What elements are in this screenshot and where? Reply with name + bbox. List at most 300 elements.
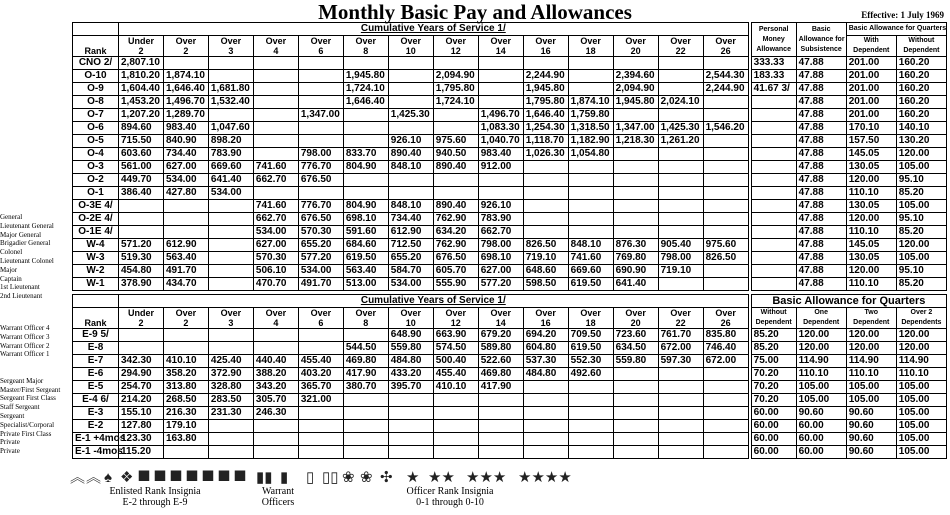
pay-cell: [613, 407, 658, 420]
money-allowance-cell: [751, 161, 796, 174]
money-allowance-cell: [751, 239, 796, 252]
header-line: 18: [585, 46, 596, 56]
header-line: Under: [127, 36, 154, 46]
years-column-header: [703, 308, 748, 329]
pay-cell: 1,261.20: [658, 135, 703, 148]
baq-cell: 105.00: [846, 394, 896, 407]
pay-cell: [523, 446, 568, 459]
pay-cell: [298, 57, 343, 70]
without-dependent-cell: 120.00: [896, 148, 946, 161]
pay-cell: [703, 226, 748, 239]
side-label: Staff Sergeant: [0, 403, 40, 412]
pay-cell: 898.20: [208, 135, 253, 148]
with-dependent-cell: 201.00: [846, 70, 896, 83]
pay-cell: [253, 122, 298, 135]
pay-cell: [253, 109, 298, 122]
pay-cell: [613, 109, 658, 122]
baq-cell: 60.00: [751, 433, 796, 446]
pay-cell: 761.70: [658, 329, 703, 342]
pay-cell: [163, 226, 208, 239]
with-dependent-cell: 110.10: [846, 226, 896, 239]
pay-cell: 1,646.40: [343, 96, 388, 109]
header-line: 3: [228, 46, 234, 56]
pay-cell: [613, 381, 658, 394]
pay-cell: [298, 83, 343, 96]
pay-cell: 127.80: [118, 420, 163, 433]
years-column-header: [253, 36, 298, 57]
header-line: Without: [760, 309, 787, 316]
header-line: 18: [585, 318, 596, 328]
pay-cell: 577.20: [478, 278, 523, 291]
rank-cell: E-5: [73, 381, 119, 394]
pay-cell: 570.30: [253, 252, 298, 265]
pay-cell: 372.90: [208, 368, 253, 381]
pay-cell: 983.40: [163, 122, 208, 135]
pay-cell: 294.90: [118, 368, 163, 381]
pay-cell: [568, 226, 613, 239]
subsistence-cell: 47.88: [796, 174, 846, 187]
header-line: Over: [400, 308, 422, 318]
pay-cell: 926.10: [388, 135, 433, 148]
years-column-header: [523, 36, 568, 57]
baq-cell: 60.00: [796, 420, 846, 433]
pay-cell: [658, 407, 703, 420]
subsistence-cell: 47.88: [796, 226, 846, 239]
pay-cell: 975.60: [703, 239, 748, 252]
header-line: Over: [355, 308, 377, 318]
pay-cell: 769.80: [613, 252, 658, 265]
pay-cell: [658, 161, 703, 174]
money-allowance-cell: [751, 252, 796, 265]
pay-cell: [523, 407, 568, 420]
pay-cell: 1,207.20: [118, 109, 163, 122]
pay-cell: 365.70: [298, 381, 343, 394]
pay-cell: [433, 394, 478, 407]
pay-cell: 1,810.20: [118, 70, 163, 83]
pay-cell: 1,026.30: [523, 148, 568, 161]
pay-cell: [208, 213, 253, 226]
pay-cell: [163, 57, 208, 70]
side-label: General: [0, 213, 23, 221]
pay-cell: 1,604.40: [118, 83, 163, 96]
side-label: Master/First Sergeant: [0, 385, 61, 394]
pay-cell: [388, 407, 433, 420]
pay-cell: [478, 394, 523, 407]
pay-cell: 719.10: [658, 265, 703, 278]
header-line: Over: [535, 36, 556, 46]
pay-cell: 798.00: [658, 252, 703, 265]
money-allowance-cell: [751, 187, 796, 200]
pay-cell: [703, 407, 748, 420]
effective-date: Effective: 1 July 1969: [861, 10, 944, 20]
pay-cell: [208, 109, 253, 122]
pay-cell: [658, 394, 703, 407]
pay-cell: 676.50: [433, 252, 478, 265]
pay-cell: 603.60: [118, 148, 163, 161]
pay-cell: 741.60: [253, 200, 298, 213]
pay-cell: 544.50: [343, 342, 388, 355]
pay-cell: [388, 96, 433, 109]
subsistence-cell: 47.88: [796, 83, 846, 96]
pay-cell: 1,646.40: [523, 109, 568, 122]
baq-header: Basic Allowance for Quarters: [751, 295, 946, 308]
pay-cell: 537.30: [523, 355, 568, 368]
pay-cell: [253, 57, 298, 70]
chevron-icon: ⯀: [202, 469, 215, 486]
baq-cell: 60.00: [751, 446, 796, 459]
pay-cell: [703, 57, 748, 70]
header-line: With: [863, 37, 879, 44]
pay-cell: [613, 200, 658, 213]
pay-cell: 1,425.30: [658, 122, 703, 135]
without-dependent-cell: 95.10: [896, 265, 946, 278]
years-column-header: [613, 36, 658, 57]
baq-cell: 105.00: [846, 381, 896, 394]
header-line: 6: [318, 318, 324, 328]
pay-cell: 254.70: [118, 381, 163, 394]
pay-cell: 584.70: [388, 265, 433, 278]
without-dependent-cell: 85.20: [896, 226, 946, 239]
pay-cell: 1,054.80: [568, 148, 613, 161]
pay-cell: [253, 329, 298, 342]
rank-cell: O-9: [73, 83, 119, 96]
officer-pay-table: [72, 22, 947, 291]
personal-money-header: [751, 23, 796, 57]
pay-cell: 427.80: [163, 187, 208, 200]
rank-insignia-strip: [70, 470, 600, 515]
baq-cell: 90.60: [796, 407, 846, 420]
table-row: [73, 226, 947, 239]
pay-cell: 1,874.10: [568, 96, 613, 109]
pay-cell: [703, 368, 748, 381]
pay-cell: 589.80: [478, 342, 523, 355]
chevron-icon: ⯀: [138, 469, 151, 486]
header-line: 2: [183, 318, 189, 328]
header-line: Over: [580, 308, 601, 318]
pay-cell: 783.90: [208, 148, 253, 161]
table-row: [73, 252, 947, 265]
rank-cell: O-4: [73, 148, 119, 161]
pay-cell: 734.40: [388, 213, 433, 226]
pay-cell: 2,394.60: [613, 70, 658, 83]
pay-cell: 694.20: [523, 329, 568, 342]
pay-cell: 940.50: [433, 148, 478, 161]
header-line: 2: [183, 46, 189, 56]
pay-cell: 804.90: [343, 200, 388, 213]
side-label: Private: [0, 438, 20, 447]
pay-cell: 455.40: [433, 368, 478, 381]
pay-cell: [298, 433, 343, 446]
pay-cell: [613, 226, 658, 239]
pay-cell: [523, 187, 568, 200]
header-line: Over: [220, 36, 242, 46]
subsistence-cell: 47.88: [796, 161, 846, 174]
bar-icon: ▯▯: [322, 469, 339, 486]
pay-cell: 534.00: [298, 265, 343, 278]
header-line: Dependent: [803, 319, 840, 326]
years-column-header: [568, 308, 613, 329]
side-label: Sergeant: [0, 411, 25, 420]
without-dependent-cell: 95.10: [896, 213, 946, 226]
side-label: Sergeant First Class: [0, 394, 56, 403]
baq-cell: 114.90: [796, 355, 846, 368]
pay-cell: 268.50: [163, 394, 208, 407]
pay-cell: [208, 57, 253, 70]
star-icon: ★★★★: [518, 469, 572, 486]
pay-cell: [433, 109, 478, 122]
bar-icon: ▯: [306, 469, 315, 486]
header-line: Over: [715, 36, 736, 46]
pay-cell: 469.80: [478, 368, 523, 381]
pay-cell: 440.40: [253, 355, 298, 368]
chevron-icon: ⯀: [218, 469, 231, 486]
pay-cell: [703, 446, 748, 459]
years-column-header: [118, 308, 163, 329]
pay-cell: 1,681.80: [208, 83, 253, 96]
pay-cell: 597.30: [658, 355, 703, 368]
baq-cell: 105.00: [896, 394, 946, 407]
pay-cell: [703, 174, 748, 187]
header-line: 26: [720, 318, 731, 328]
pay-cell: [478, 187, 523, 200]
header-line: Over: [220, 308, 242, 318]
pay-cell: [208, 278, 253, 291]
pay-cell: [613, 213, 658, 226]
pay-cell: 214.20: [118, 394, 163, 407]
header-line: Allowance for: [798, 35, 845, 43]
header-line: Over: [715, 308, 736, 318]
pay-cell: 712.50: [388, 239, 433, 252]
pay-cell: [298, 446, 343, 459]
pay-cell: [658, 57, 703, 70]
subsistence-cell: 47.88: [796, 265, 846, 278]
pay-cell: 672.00: [703, 355, 748, 368]
pay-cell: [433, 174, 478, 187]
pay-cell: [703, 420, 748, 433]
side-label: Warrant Officer 2: [0, 341, 50, 350]
pay-cell: [433, 446, 478, 459]
pay-cell: [118, 342, 163, 355]
header-line: Dependents: [901, 319, 942, 326]
years-column-header: [208, 308, 253, 329]
pay-cell: [658, 420, 703, 433]
pay-cell: [343, 187, 388, 200]
without-dependent-cell: 160.20: [896, 109, 946, 122]
subsistence-cell: 47.88: [796, 278, 846, 291]
header-line: Dependent: [755, 319, 792, 326]
pay-cell: [433, 122, 478, 135]
baq-cell: 70.20: [751, 381, 796, 394]
pay-cell: 894.60: [118, 122, 163, 135]
caption-line: Enlisted Rank Insignia: [109, 486, 201, 497]
years-column-header: [478, 308, 523, 329]
pay-cell: [613, 368, 658, 381]
table-row: [73, 200, 947, 213]
pay-cell: [298, 135, 343, 148]
pay-cell: [388, 394, 433, 407]
pay-cell: [253, 187, 298, 200]
baq-cell: 120.00: [796, 342, 846, 355]
money-allowance-cell: [751, 96, 796, 109]
pay-cell: 598.50: [523, 278, 568, 291]
enlisted-pay-table: [72, 294, 947, 459]
pay-cell: [568, 420, 613, 433]
pay-cell: 115.20: [118, 446, 163, 459]
years-column-header: [568, 36, 613, 57]
without-dependent-cell: 120.00: [896, 239, 946, 252]
header-line: Over: [625, 308, 646, 318]
pay-cell: [523, 174, 568, 187]
header-line: Over: [580, 36, 601, 46]
pay-cell: 826.50: [523, 239, 568, 252]
pay-cell: [208, 265, 253, 278]
baq-cell: 90.60: [846, 420, 896, 433]
pay-cell: 491.70: [298, 278, 343, 291]
pay-cell: [523, 433, 568, 446]
with-dependent-cell: 145.05: [846, 239, 896, 252]
baq-cell: 105.00: [896, 381, 946, 394]
baq-cell: 114.90: [846, 355, 896, 368]
pay-cell: 571.20: [118, 239, 163, 252]
pay-cell: 358.20: [163, 368, 208, 381]
pay-cell: [433, 433, 478, 446]
without-dependent-cell: 85.20: [896, 187, 946, 200]
side-label: [0, 368, 68, 377]
rank-cell: CNO 2/: [73, 57, 119, 70]
rank-header-spacer: [73, 23, 119, 36]
header-line: Two: [864, 309, 878, 316]
pay-cell: [523, 226, 568, 239]
rank-cell: W-4: [73, 239, 119, 252]
pay-cell: 826.50: [703, 252, 748, 265]
pay-cell: 570.30: [298, 226, 343, 239]
pay-cell: 534.00: [388, 278, 433, 291]
pay-cell: 1,496.70: [478, 109, 523, 122]
rank-cell: E-9 5/: [73, 329, 119, 342]
pay-cell: 417.90: [343, 368, 388, 381]
pay-cell: 1,453.20: [118, 96, 163, 109]
without-dependent-header: [896, 36, 946, 57]
pay-cell: 1,347.00: [298, 109, 343, 122]
pay-cell: [478, 407, 523, 420]
pay-cell: 648.60: [523, 265, 568, 278]
pay-cell: [613, 57, 658, 70]
years-column-header: [208, 36, 253, 57]
baq-cell: 90.60: [846, 407, 896, 420]
pay-cell: [343, 57, 388, 70]
pay-cell: 246.30: [253, 407, 298, 420]
pay-cell: [703, 135, 748, 148]
with-dependent-cell: 145.05: [846, 148, 896, 161]
pay-cell: 848.10: [388, 200, 433, 213]
pay-cell: 1,724.10: [343, 83, 388, 96]
years-column-header: [298, 36, 343, 57]
pay-cell: 669.60: [208, 161, 253, 174]
table-row: [73, 394, 947, 407]
pay-cell: 1,347.00: [613, 122, 658, 135]
pay-cell: [253, 96, 298, 109]
header-line: 16: [540, 46, 551, 56]
pay-cell: [208, 70, 253, 83]
pay-cell: [658, 446, 703, 459]
without-dependent-cell: 95.10: [896, 174, 946, 187]
pay-cell: 417.90: [478, 381, 523, 394]
header-line: 8: [363, 46, 369, 56]
header-line: 3: [228, 318, 234, 328]
pay-cell: 283.50: [208, 394, 253, 407]
pay-cell: [208, 200, 253, 213]
pay-cell: 741.60: [568, 252, 613, 265]
pay-cell: 619.50: [568, 342, 613, 355]
table-row: [73, 174, 947, 187]
pay-cell: [163, 213, 208, 226]
header-line: Over: [265, 308, 287, 318]
pay-cell: 890.40: [433, 161, 478, 174]
side-label: Lieutenant General: [0, 221, 54, 230]
years-column-header: [298, 308, 343, 329]
rank-cell: E-2: [73, 420, 119, 433]
bar-icon: ▮: [280, 469, 289, 486]
pay-cell: 741.60: [253, 161, 298, 174]
pay-cell: 798.00: [298, 148, 343, 161]
table-row: [73, 355, 947, 368]
oak-leaf-icon: ❀: [342, 469, 355, 486]
header-line: Dependent: [903, 47, 940, 54]
oak-leaf-icon: ❀: [360, 469, 373, 486]
pay-cell: [613, 187, 658, 200]
table-row: [73, 148, 947, 161]
pay-cell: 684.60: [343, 239, 388, 252]
subsistence-cell: 47.88: [796, 252, 846, 265]
years-column-header: [163, 308, 208, 329]
subsistence-cell: 47.88: [796, 109, 846, 122]
baq-cell: 110.10: [846, 368, 896, 381]
header-line: Over: [400, 36, 422, 46]
baq-cell: 120.00: [896, 329, 946, 342]
without-dependent-cell: 140.10: [896, 122, 946, 135]
pay-cell: 662.70: [253, 213, 298, 226]
side-label: Major: [0, 265, 18, 274]
pay-cell: [703, 265, 748, 278]
baq-cell: 60.00: [796, 433, 846, 446]
pay-cell: [568, 213, 613, 226]
pay-cell: 848.10: [388, 161, 433, 174]
pay-cell: [613, 161, 658, 174]
baq-cell: 70.20: [751, 368, 796, 381]
pay-cell: 449.70: [118, 174, 163, 187]
pay-cell: 506.10: [253, 265, 298, 278]
pay-cell: 679.20: [478, 329, 523, 342]
pay-cell: 2,807.10: [118, 57, 163, 70]
money-allowance-cell: [751, 122, 796, 135]
chevron-icon: ♠: [104, 469, 112, 486]
pay-cell: [253, 446, 298, 459]
header-line: 20: [630, 318, 641, 328]
table-row: [73, 265, 947, 278]
pay-cell: [703, 96, 748, 109]
pay-cell: [388, 420, 433, 433]
pay-cell: [703, 200, 748, 213]
subsistence-cell: 47.88: [796, 57, 846, 70]
header-line: Over: [625, 36, 646, 46]
baq-cell: 105.00: [896, 407, 946, 420]
side-label: Colonel: [0, 248, 23, 257]
pay-cell: 492.60: [568, 368, 613, 381]
rank-cell: O-8: [73, 96, 119, 109]
pay-cell: [658, 83, 703, 96]
pay-cell: 231.30: [208, 407, 253, 420]
pay-cell: 2,024.10: [658, 96, 703, 109]
